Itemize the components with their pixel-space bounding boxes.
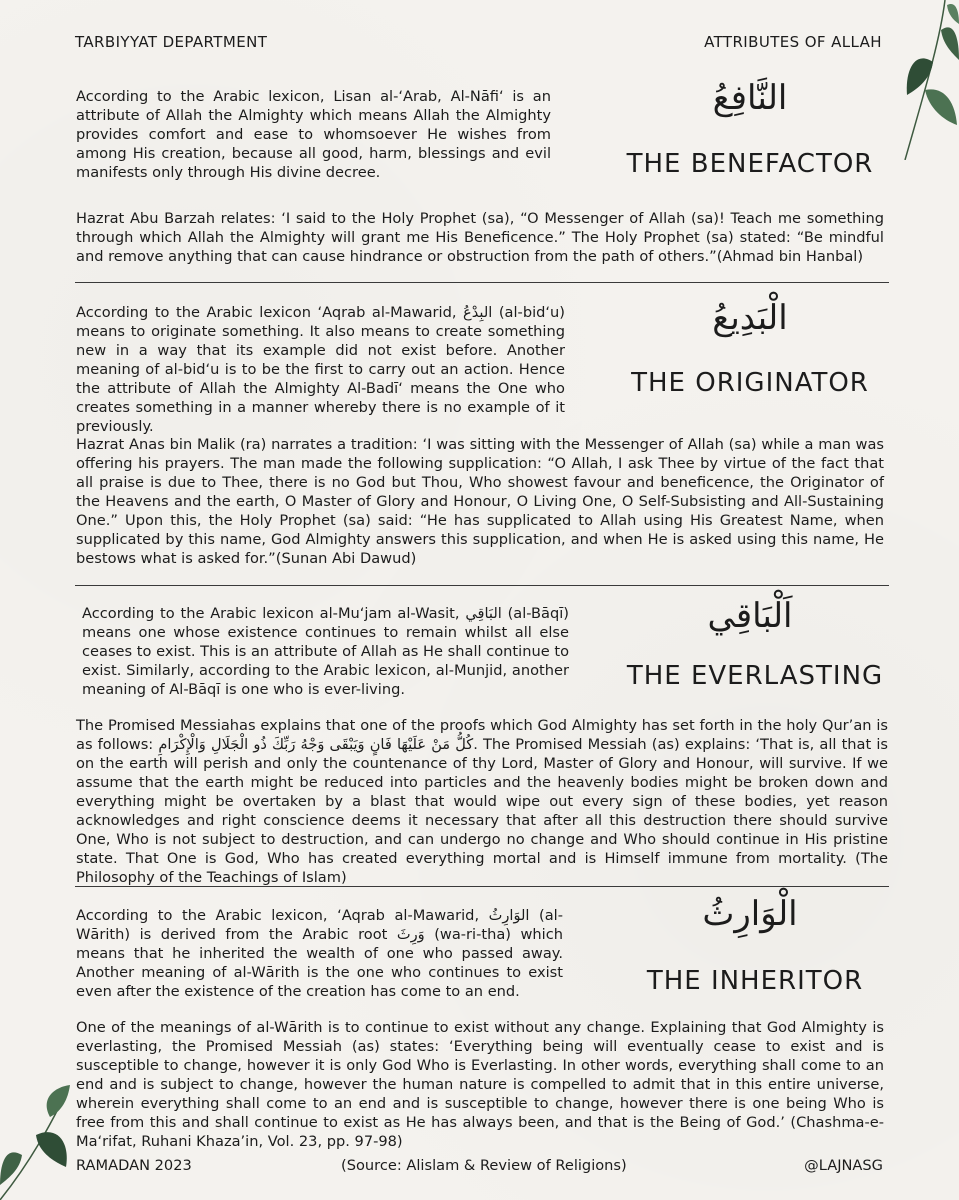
series-title: ATTRIBUTES OF ALLAH: [704, 33, 882, 51]
everlasting-title: THE EVERLASTING: [626, 661, 884, 691]
benefactor-intro: According to the Arabic lexicon, Lisan al-‘Arab, Al-Nāfi‘ is an attribute of Allah the Almighty which means Allah the Almighty provides comfort and ease to whomsoever He wishes from among His creation, because all good, harm, blessings and evil manifests only through His divine decree.: [76, 88, 551, 181]
department-label: TARBIYYAT DEPARTMENT: [75, 33, 268, 51]
everlasting-arabic: اَلْبَاقِي: [707, 596, 793, 636]
section-divider: [75, 585, 889, 586]
benefactor-hadith: Hazrat Abu Barzah relates: ‘I said to the Holy Prophet (sa), “O Messenger of Allah (sa)! Teach me something through which Allah the Almighty will grant me His Beneficence.” The Holy Prophet (sa) stated: “Be mindful and remove anything that can cause hindrance or obstruction from the path of others.”(Ahmad bin Hanbal): [76, 210, 884, 265]
originator-arabic: الْبَدِيعُ: [712, 298, 788, 338]
inheritor-intro: According to the Arabic lexicon, ‘Aqrab al-Mawarid, الوَارِثُ (al-Wārith) is derived from the Arabic root وَرِثَ (wa-ri-tha) which means that he inherited the wealth of one who passed away. Another meaning of al-Wārith is the one who continues to exist even after the existence of the creation has come to an end.: [76, 907, 563, 1000]
originator-hadith: Hazrat Anas bin Malik (ra) narrates a tradition: ‘I was sitting with the Messenger of Allah (sa) while a man was offering his prayers. The man made the following supplication: “O Allah, I ask Thee by virtue of the fact that all praise is due to Thee, there is no God but Thou, Who showest favour and beneficence, the Originator of the Heavens and the earth, O Master of Glory and Honour, O Living One, O Self-Subsisting and All-Sustaining One.” Upon this, the Holy Prophet (sa) said: “He has supplicated to Allah using His Greatest Name, when supplicated by this name, God Almighty answers this supplication, and when He is asked using this name, He bestows what is asked for.”(Sunan Abi Dawud): [76, 436, 884, 567]
benefactor-arabic: النَّافِعُ: [712, 78, 788, 118]
inheritor-arabic: الْوَارِثُ: [702, 894, 798, 934]
footer-ramadan-label: RAMADAN 2023: [76, 1157, 192, 1174]
section-divider: [75, 886, 889, 887]
everlasting-intro: According to the Arabic lexicon al-Mu‘jam al-Wasit, البَاقِي (al-Bāqī) means one whose existence continues to remain whilst all else ceases to exist. This is an attribute of Allah as He shall continue to exist. Similarly, according to the Arabic lexicon, al-Munjid, another meaning of Al-Bāqī is one who is ever-living.: [82, 605, 570, 698]
everlasting-explanation: The Promised Messiahas explains that one of the proofs which God Almighty has set forth in the holy Qur’an is as follows: كُلُّ مَنْ عَلَيْهَا فَانٍ وَيَبْقَى وَجْهُ رَبِّكَ ذُو الْجَلَالِ وَالْإِكْرَامِ. The Promised Messiah (as) explains: ‘That is, all that is on the earth will perish and only the countenance of thy Lord, Master of Glory and Honour, will survive. If we assume that the earth might be reduced into particles and the heavenly bodies might be broken down and everything might be overtaken by a blast that would wipe out every sign of these bodies, yet reason acknowledges and right conscience deems it necessary that after all this destruction there should survive One, Who is not subject to destruction, and can undergo no change and Who should continue in His pristine state. That One is God, Who has created everything mortal and is Himself immune from mortality. (The Philosophy of the Teachings of Islam): [76, 717, 888, 886]
originator-intro: According to the Arabic lexicon ‘Aqrab al-Mawarid, البِدْعُ (al-bid‘u) means to originate something. It also means to create something new in a way that its example did not exist before. Another meaning of al-bid‘u is to be the first to carry out an action. Hence the attribute of Allah the Almighty Al-Badī‘ means the One who creates something in a manner whereby there is no example of it previously.: [76, 304, 565, 435]
section-divider: [75, 282, 889, 283]
originator-title: THE ORIGINATOR: [631, 368, 869, 398]
footer-source: (Source: Alislam & Review of Religions): [341, 1157, 627, 1174]
benefactor-title: THE BENEFACTOR: [626, 149, 874, 179]
inheritor-title: THE INHERITOR: [646, 966, 864, 996]
leaf-branch-top-right-icon: [885, 0, 959, 160]
leaf-branch-bottom-left-icon: [0, 1085, 75, 1200]
inheritor-explanation: One of the meanings of al-Wārith is to continue to exist without any change. Explaining that God Almighty is everlasting, the Promised Messiah (as) states: ‘Everything being will eventually cease to exist and is susceptible to change, however it is only God Who is Everlasting. In other words, everything shall come to an end and is subject to change, however the human nature is compelled to admit that in this entire universe, wherein everything shall come to an end and is susceptible to change, however there is one being Who is free from this and shall continue to exist as He has always been, and that is the Being of God.’ (Chashma-e-Ma‘rifat, Ruhani Khaza’in, Vol. 23, pp. 97-98): [76, 1019, 884, 1150]
footer-handle: @LAJNASG: [804, 1157, 883, 1174]
